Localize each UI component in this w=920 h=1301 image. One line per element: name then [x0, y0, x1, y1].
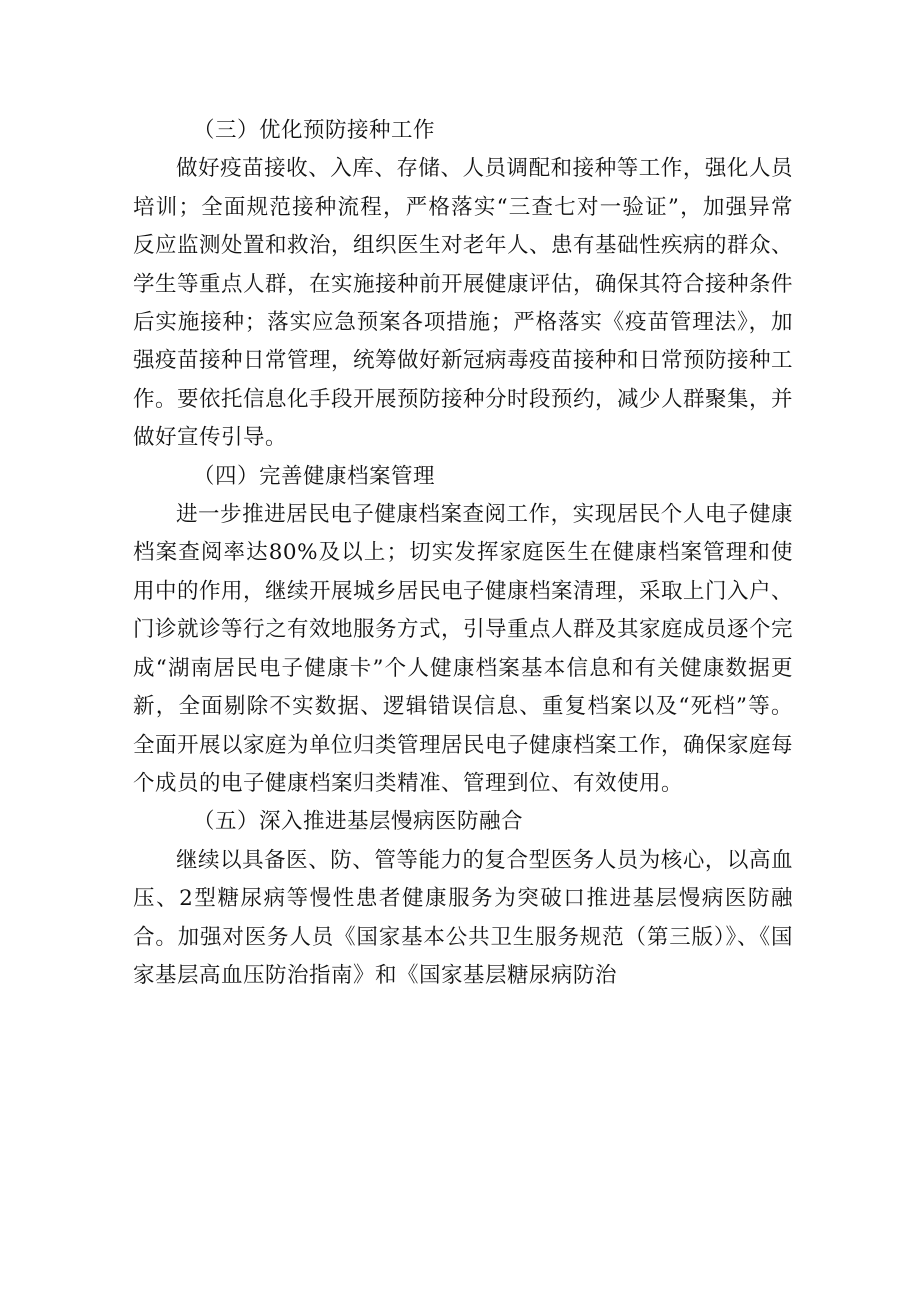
section-heading-5: （五）深入推进基层慢病医防融合 [193, 809, 524, 835]
document-body [133, 112, 793, 995]
section-heading-4: （四）完善健康档案管理 [193, 463, 436, 489]
section-3-paragraph: 做好疫苗接收、入库、存储、人员调配和接种等工作，强化人员培训；全面规范接种流程，严格落实“三查七对一验证”，加强异常反应监测处置和救治，组织医生对老年人、患有基础性疾病的群众、学生等重点人群，在实施接种前开展健康评估，确保其符合接种条件后实施接种；落实应急预案各项措施；严格落实《疫苗管理法》，加强疫苗接种日常管理，统筹做好新冠病毒疫苗接种和日常预防接种工作。要依托信息化手段开展预防接种分时段预约，减少人群聚集，并做好宣传引导。 [133, 156, 794, 451]
section-4-paragraph: 进一步推进居民电子健康档案查阅工作，实现居民个人电子健康档案查阅率达80%及以上；切实发挥家庭医生在健康档案管理和使用中的作用，继续开展城乡居民电子健康档案清理，采取上门入户、门诊就诊等行之有效地服务方式，引导重点人群及其家庭成员逐个完成“湖南居民电子健康卡”个人健康档案基本信息和有关健康数据更新，全面剔除不实数据、逻辑错误信息、重复档案以及“死档”等。全面开展以家庭为单位归类管理居民电子健康档案工作，确保家庭每个成员的电子健康档案归类精准、管理到位、有效使用。 [133, 502, 794, 796]
section-heading-3: （三）优化预防接种工作 [193, 118, 436, 143]
section-5-paragraph: 继续以具备医、防、管等能力的复合型医务人员为核心，以高血压、2型糖尿病等慢性患者健康服务为突破口推进基层慢病医防融合。加强对医务人员《国家基本公共卫生服务规范（第三版）》、《国家基层高血压防治指南》和《国家基层糖尿病防治 [133, 847, 793, 988]
